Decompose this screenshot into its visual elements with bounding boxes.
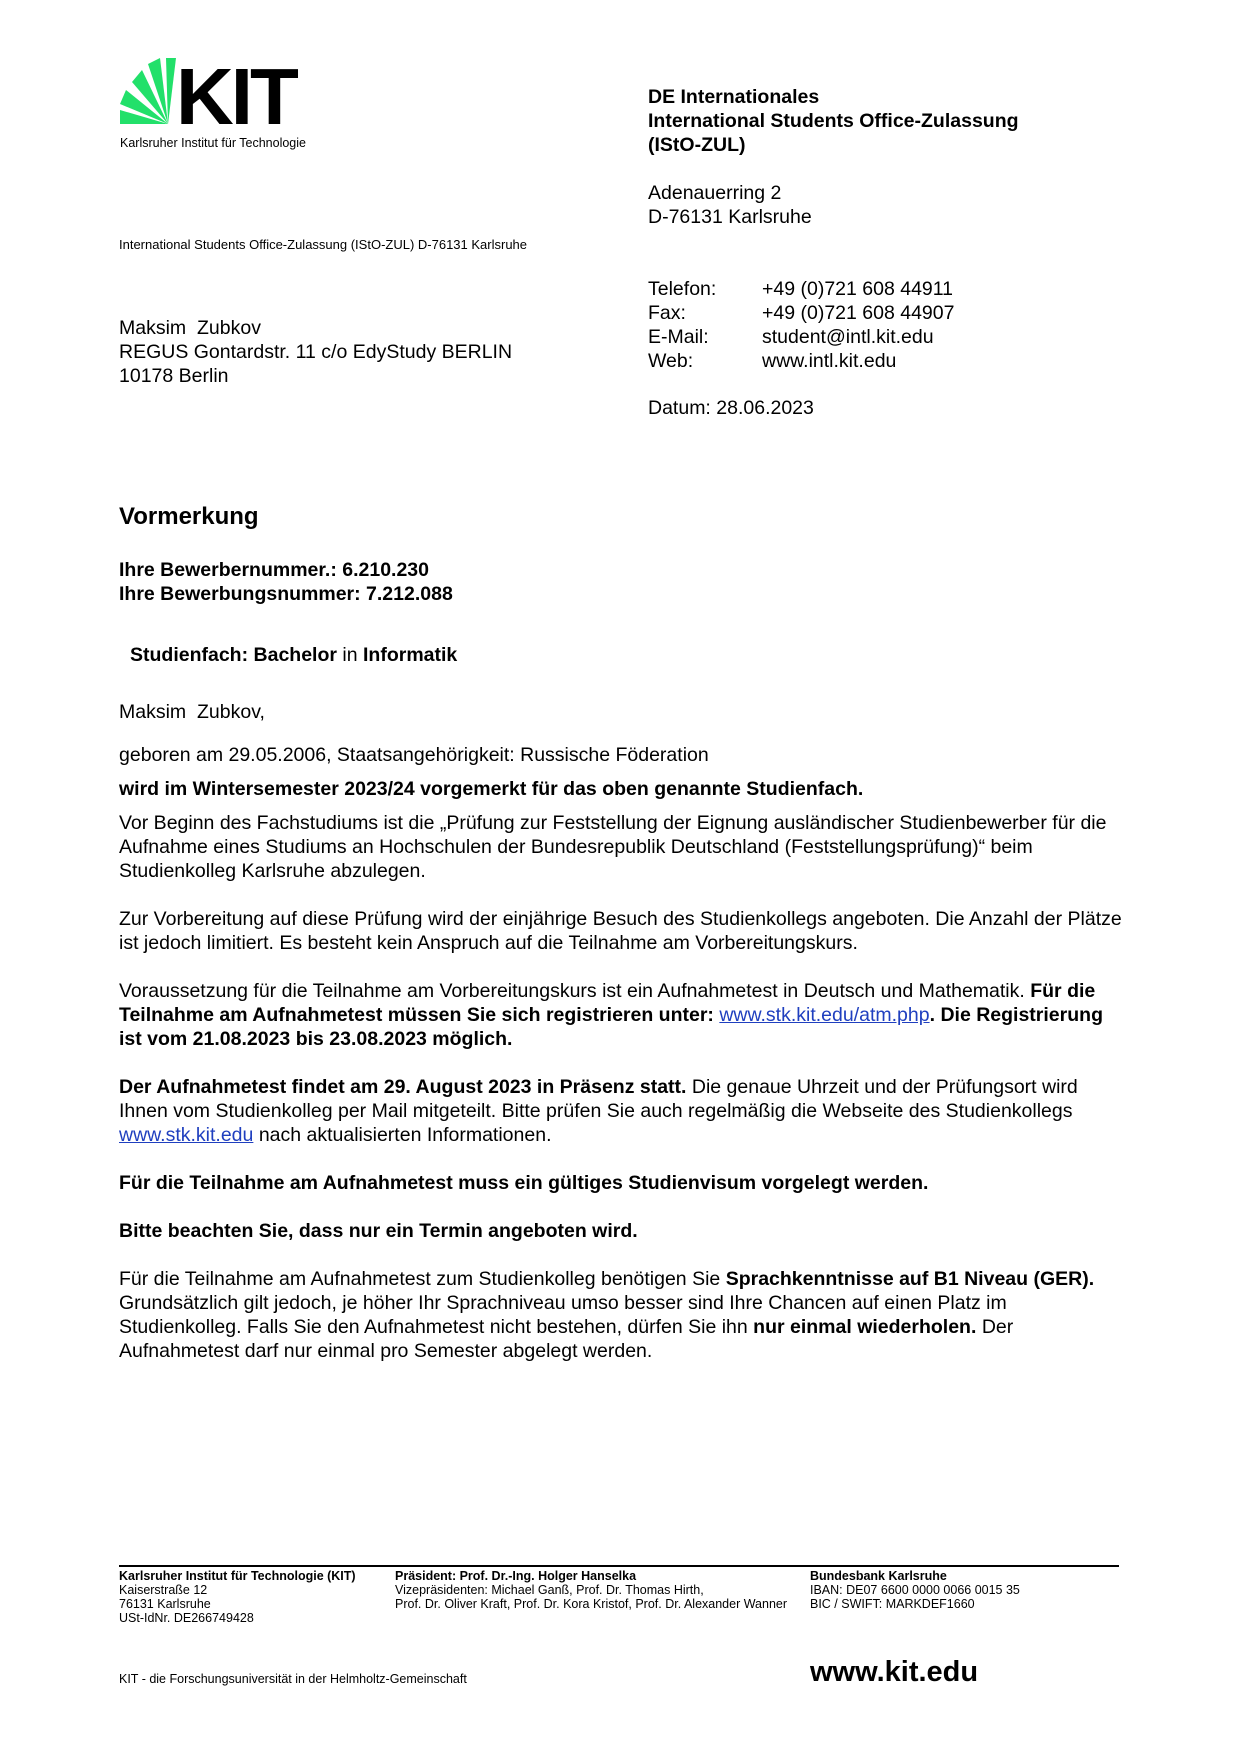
paragraph-2: Zur Vorbereitung auf diese Prüfung wird der einjährige Besuch des Studienkollegs angeboten. Die Anzahl der Plätze ist jedoch limitiert. Es besteht kein Anspruch auf die Teilnahme am Vorbereitungskurs. (119, 908, 1122, 954)
subject-in: in (342, 644, 358, 666)
subject-line (130, 644, 457, 667)
footer-vice-1: Vizepräsidenten: Michael Ganß, Prof. Dr. Thomas Hirth, (395, 1583, 704, 1597)
paragraph-6: Bitte beachten Sie, dass nur ein Termin angeboten wird. (119, 1220, 638, 1242)
paragraph-4-date: Der Aufnahmetest findet am 29. August 2023 in Präsenz statt. (119, 1076, 687, 1098)
footer-tagline: KIT - die Forschungsuniversität in der Helmholtz-Gemeinschaft (119, 1672, 467, 1686)
letter-body (119, 700, 1129, 1363)
footer-kit-street: Kaiserstraße 12 (119, 1583, 208, 1597)
subject-label: Studienfach: (130, 644, 249, 666)
letter-title: Vormerkung (119, 503, 259, 530)
footer-kit-title: Karlsruher Institut für Technologie (KIT) (119, 1569, 356, 1583)
logo-rays (120, 58, 176, 124)
sender-address (648, 85, 1019, 229)
footer-kit-vat: USt-IdNr. DE266749428 (119, 1611, 254, 1625)
contact-phone (648, 277, 954, 301)
recipient-city: 10178 Berlin (119, 365, 229, 387)
paragraph-3-dates: . Die Registrierung ist vom 21.08.2023 bis 23.08.2023 möglich. (119, 1004, 1103, 1050)
paragraph-7-c: Grundsätzlich gilt jedoch, je höher Ihr Sprachniveau umso besser sind Ihre Chancen auf einen Platz im Studienkolleg. Falls Sie den Aufnahmetest nicht bestehen, dürfen Sie ihn (119, 1292, 1007, 1338)
logo-wordmark: KIT (176, 58, 296, 141)
sender-dept: DE Internationales (648, 86, 820, 108)
application-number: Ihre Bewerbungsnummer: 7.212.088 (119, 583, 453, 605)
footer (119, 1569, 1119, 1629)
footer-col-president (395, 1569, 787, 1611)
footer-vice-2: Prof. Dr. Oliver Kraft, Prof. Dr. Kora Kristof, Prof. Dr. Alexander Wanner (395, 1597, 788, 1611)
contact-label: Web: (648, 350, 694, 372)
logo-caption: Karlsruher Institut für Technologie (120, 136, 306, 150)
salutation: Maksim Zubkov, (119, 701, 265, 723)
paragraph-4-text: Die genaue Uhrzeit und der Prüfungsort wird Ihnen vom Studienkolleg per Mail mitgeteilt. Bitte prüfen Sie auch regelmäßig die Webseite des Studienkollegs (119, 1076, 1078, 1122)
paragraph-4 (119, 1075, 1129, 1147)
paragraph-7 (119, 1267, 1129, 1363)
letter-date: Datum: 28.06.2023 (648, 397, 814, 419)
subject-degree: Bachelor (253, 644, 337, 666)
contact-web (648, 349, 954, 373)
footer-bank: Bundesbank Karlsruhe (810, 1569, 947, 1583)
contact-value: +49 (0)721 608 44907 (762, 302, 955, 324)
contact-block (648, 277, 954, 373)
sender-office: International Students Office-Zulassung (648, 110, 1019, 132)
contact-email (648, 325, 954, 349)
applicant-number: Ihre Bewerbernummer.: 6.210.230 (119, 559, 429, 581)
footer-president: Präsident: Prof. Dr.-Ing. Holger Hanselka (395, 1569, 637, 1583)
return-address: International Students Office-Zulassung (IStO-ZUL) D-76131 Karlsruhe (119, 237, 528, 252)
footer-col-bank (810, 1569, 1020, 1611)
birth-info: geboren am 29.05.2006, Staatsangehörigkeit: Russische Föderation (119, 744, 709, 766)
recipient-name: Maksim Zubkov (119, 317, 261, 339)
paragraph-4-end: nach aktualisierten Informationen. (258, 1124, 552, 1146)
registration-link[interactable]: www.stk.kit.edu/atm.php (719, 1004, 930, 1026)
sender-office-abbr: (IStO-ZUL) (648, 134, 746, 156)
subject-field: Informatik (363, 644, 458, 666)
paragraph-3-registration: Für die Teilnahme am Aufnahmetest müssen Sie sich registrieren unter: (119, 980, 1096, 1026)
paragraph-5: Für die Teilnahme am Aufnahmetest muss ein gültiges Studienvisum vorgelegt werden. (119, 1172, 929, 1194)
paragraph-1: Vor Beginn des Fachstudiums ist die „Prüfung zur Feststellung der Eignung ausländischer Studienbewerber für die Aufnahme eines Studiums an Hochschulen der Bundesrepublik Deutschland (Feststellungsprüfung)“ beim Studienkolleg Karlsruhe abzulegen. (119, 812, 1107, 882)
paragraph-7-a: Für die Teilnahme am Aufnahmetest zum Studienkolleg benötigen Sie (119, 1268, 721, 1290)
sender-street: Adenauerring 2 (648, 182, 782, 204)
footer-bic: BIC / SWIFT: MARKDEF1660 (810, 1597, 975, 1611)
paragraph-3-intro: Voraussetzung für die Teilnahme am Vorbereitungskurs ist ein Aufnahmetest in Deutsch und Mathematik. (119, 980, 1025, 1002)
contact-value: +49 (0)721 608 44911 (762, 278, 954, 300)
contact-label: E-Mail: (648, 326, 709, 348)
recipient-street: REGUS Gontardstr. 11 c/o EdyStudy BERLIN (119, 341, 513, 363)
studienkolleg-link[interactable]: www.stk.kit.edu (119, 1124, 254, 1146)
sender-city: D-76131 Karlsruhe (648, 206, 812, 228)
footer-iban: IBAN: DE07 6600 0000 0066 0015 35 (810, 1583, 1020, 1597)
contact-value: www.intl.kit.edu (762, 350, 897, 372)
contact-value: student@intl.kit.edu (762, 326, 934, 348)
recipient-address (119, 316, 512, 388)
footer-kit-city: 76131 Karlsruhe (119, 1597, 211, 1611)
reference-numbers (119, 558, 453, 606)
paragraph-7-level: Sprachkenntnisse auf B1 Niveau (GER). (725, 1268, 1095, 1290)
contact-fax (648, 301, 954, 325)
decision: wird im Wintersemester 2023/24 vorgemerkt für das oben genannte Studienfach. (119, 778, 864, 800)
paragraph-7-e: Der Aufnahmetest darf nur einmal pro Semester abgelegt werden. (119, 1316, 1014, 1362)
contact-label: Telefon: (648, 278, 717, 300)
footer-col-kit (119, 1569, 356, 1625)
footer-divider (119, 1565, 1119, 1567)
paragraph-3 (119, 979, 1129, 1051)
contact-label: Fax: (648, 302, 686, 324)
paragraph-7-repeat: nur einmal wiederholen. (753, 1316, 977, 1338)
footer-website[interactable]: www.kit.edu (810, 1656, 979, 1688)
